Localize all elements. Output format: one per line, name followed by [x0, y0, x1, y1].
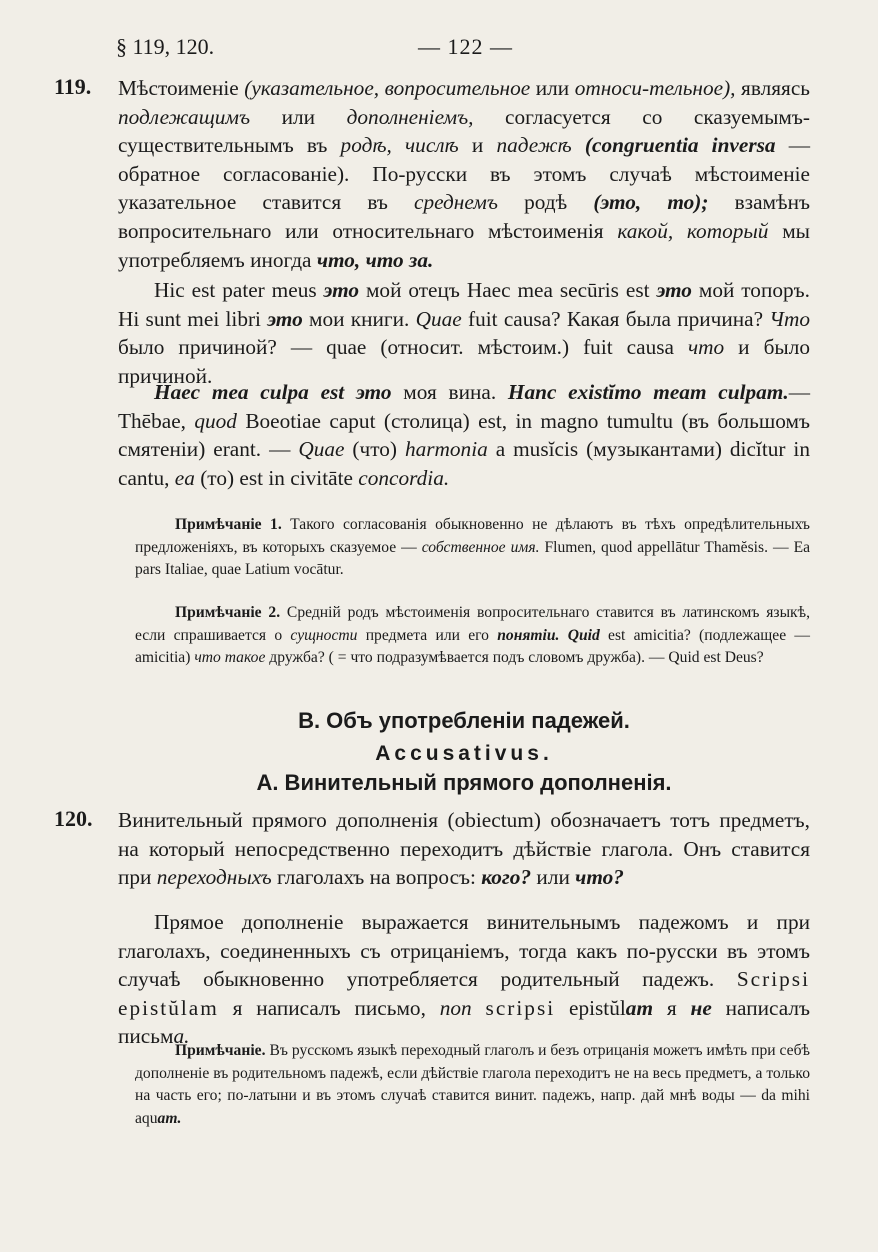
- text-run: среднемъ: [414, 190, 498, 215]
- text-run: родѣ: [497, 190, 594, 215]
- text-run: падежѣ: [496, 133, 572, 158]
- text-run: Quae: [415, 306, 462, 331]
- text-run: Flumen, quod appellātur Thamĕsis. — Ea pars Italiae, quae Latium vocātur.: [135, 538, 811, 579]
- text-run: кого?: [481, 865, 532, 890]
- note-120: [135, 1040, 810, 1130]
- text-run: это: [323, 278, 360, 302]
- text-run: —Thēbae,: [118, 380, 810, 433]
- text-run: Прямое дополненіе выражается винительнымъ падежомъ и при глаголахъ, соединенныхъ съ отрицаніемъ, тогда какъ по-русски въ этомъ случаѣ обыкновенно употребляется родительный падежъ.: [118, 910, 810, 992]
- footnote: [135, 602, 810, 670]
- paragraph: [118, 276, 810, 390]
- text-run: (congruentia inversa: [584, 133, 776, 158]
- text-run: родѣ, числѣ: [340, 133, 459, 158]
- text-run: (то) est in civitāte: [194, 465, 359, 490]
- text-run: non: [439, 995, 472, 1020]
- text-run: предмета или его: [357, 626, 498, 644]
- text-run: concordia.: [358, 465, 450, 490]
- text-run: scripsi: [485, 995, 556, 1020]
- paragraph: [118, 74, 810, 274]
- paragraph: [118, 806, 810, 892]
- paragraph-negation: [118, 908, 810, 1051]
- text-run: или: [531, 865, 576, 890]
- text-run: что: [687, 335, 725, 360]
- text-run: Средній родъ мѣстоименія вопросительнаго ставится въ латинскомъ языкѣ, если спрашивается о: [135, 604, 810, 644]
- text-run: какой, который: [617, 218, 769, 243]
- text-run: Винительный прямого дополненія (obiectum) обозначаетъ тотъ предметъ, на который непосредственно переходитъ дѣйствіе глагола. Онъ ставится при: [118, 808, 810, 890]
- text-run: мы употребляемъ иногда: [118, 218, 810, 272]
- text-run: Quid: [567, 626, 600, 644]
- text-run: являясь: [735, 76, 810, 100]
- text-run: — обратное согласованіе). По-русски въ этомъ случаѣ мѣстоименіе указательное ставится въ: [118, 133, 810, 215]
- text-run: было причиной? — quae (относит. мѣстоим.) fuit causa: [118, 335, 688, 360]
- text-run: сущности: [290, 626, 358, 644]
- running-header: [0, 34, 878, 64]
- section-reference: § 119, 120.: [116, 34, 215, 59]
- note-2: [135, 602, 810, 670]
- text-run: (это, то);: [593, 190, 709, 215]
- section-number: 120.: [54, 806, 93, 831]
- heading-accusativus: Accusativus.: [375, 742, 553, 765]
- text-run: я написалъ письмо,: [218, 995, 440, 1020]
- text-run: и: [458, 133, 497, 158]
- text-run: глаголахъ на вопросъ:: [271, 865, 482, 890]
- examples-paragraph: [118, 276, 810, 390]
- text-run: epistŭl: [555, 995, 626, 1020]
- paragraph: [118, 908, 810, 1051]
- text-run: Что: [769, 306, 810, 331]
- text-run: Hic est pater meus: [154, 278, 324, 302]
- text-run: (что): [344, 437, 405, 462]
- text-run: я: [653, 995, 691, 1020]
- text-run: собственное имя.: [421, 538, 540, 556]
- text-run: a musĭcis (музыкантами) dicĭtur in cantu,: [118, 437, 810, 490]
- text-run: согласуется со сказуемымъ-существительнымъ въ: [118, 104, 810, 158]
- examples-paragraph: [118, 378, 810, 492]
- text-run: это: [656, 278, 692, 302]
- text-run: Haec mea culpa est это: [154, 380, 392, 404]
- footnote: [135, 514, 810, 582]
- heading-cases: B. Объ употребленіи падежей.: [298, 708, 630, 733]
- text-run: что такое: [194, 649, 266, 667]
- text-run: Такого согласованія обыкновенно не дѣлаютъ въ тѣхъ опредѣлительныхъ предложеніяхъ, въ которыхъ сказуемое —: [135, 516, 810, 556]
- text-run: [472, 996, 486, 1020]
- text-run: это: [267, 306, 303, 331]
- text-run: Примѣчаніе.: [175, 1042, 266, 1059]
- text-run: Quae: [298, 437, 345, 462]
- text-run: написалъ письм: [118, 995, 810, 1049]
- text-run: что?: [575, 865, 624, 890]
- text-run: мои книги.: [302, 306, 416, 331]
- text-run: понятіи.: [497, 626, 560, 644]
- text-run: fuit causa? Какая была причина?: [461, 306, 770, 331]
- note-1: [135, 514, 810, 582]
- text-run: am: [625, 995, 654, 1020]
- text-run: ea: [174, 465, 195, 490]
- text-run: моя вина.: [391, 380, 508, 404]
- text-run: дружба? ( = что подразумѣвается подъ словомъ дружба). — Quid est Deus?: [265, 649, 764, 667]
- text-run: est amicitia? (подлежащее — amicitia): [135, 626, 810, 667]
- text-run: Примѣчаніе 1.: [175, 516, 282, 533]
- text-run: относи-тельное),: [574, 76, 736, 100]
- text-run: Boeotiae caput (столица) est, in magno tumultu (въ большомъ смятеніи) erant. —: [118, 408, 811, 462]
- page-number: — 122 —: [418, 34, 513, 59]
- text-run: а.: [173, 1024, 190, 1049]
- text-run: взамѣнъ вопросительнаго или относительнаго мѣстоименія: [118, 190, 810, 243]
- text-run: Мѣстоименіе: [118, 76, 245, 100]
- text-run: [559, 627, 567, 644]
- text-run: harmonia: [404, 437, 488, 462]
- text-run: Scripsi epistŭlam: [118, 967, 810, 1020]
- section-number: 119.: [54, 74, 92, 99]
- text-run: Примѣчаніе 2.: [175, 604, 281, 621]
- text-run: quod: [194, 408, 237, 433]
- text-run: [572, 133, 585, 157]
- text-run: мой отецъ Haec mea secūris est: [359, 278, 657, 302]
- section-120: [54, 806, 810, 892]
- text-run: переходныхъ: [156, 865, 272, 890]
- section-119: [54, 74, 810, 274]
- text-run: Hanc existĭmo meam culpam.: [507, 380, 789, 404]
- text-run: (указательное, вопросительное: [244, 76, 531, 100]
- text-run: Въ русскомъ языкѣ переходный глаголъ и безъ отрицанія можетъ имѣть при себѣ дополненіе въ родительномъ падежѣ, если дѣйствіе глагола переходитъ не на весь предметъ, а только на часть его; по-латыни и въ этомъ случаѣ ставится винит. падежъ, напр. дай мнѣ воды — da mihi aqu: [135, 1042, 810, 1127]
- footnote: [135, 1040, 810, 1130]
- text-run: что, что за.: [316, 247, 434, 272]
- text-run: или: [250, 104, 347, 129]
- text-run: не: [690, 995, 712, 1020]
- text-run: am.: [157, 1109, 182, 1127]
- heading-direct-object: А. Винительный прямого дополненія.: [256, 770, 672, 795]
- text-run: и было причиной.: [118, 335, 811, 388]
- text-run: дополненіемъ,: [346, 104, 474, 129]
- text-run: мой топоръ. Hi sunt mei libri: [118, 278, 810, 331]
- paragraph: [118, 378, 810, 492]
- text-run: подлежащимъ: [118, 104, 251, 129]
- text-run: или: [530, 76, 575, 100]
